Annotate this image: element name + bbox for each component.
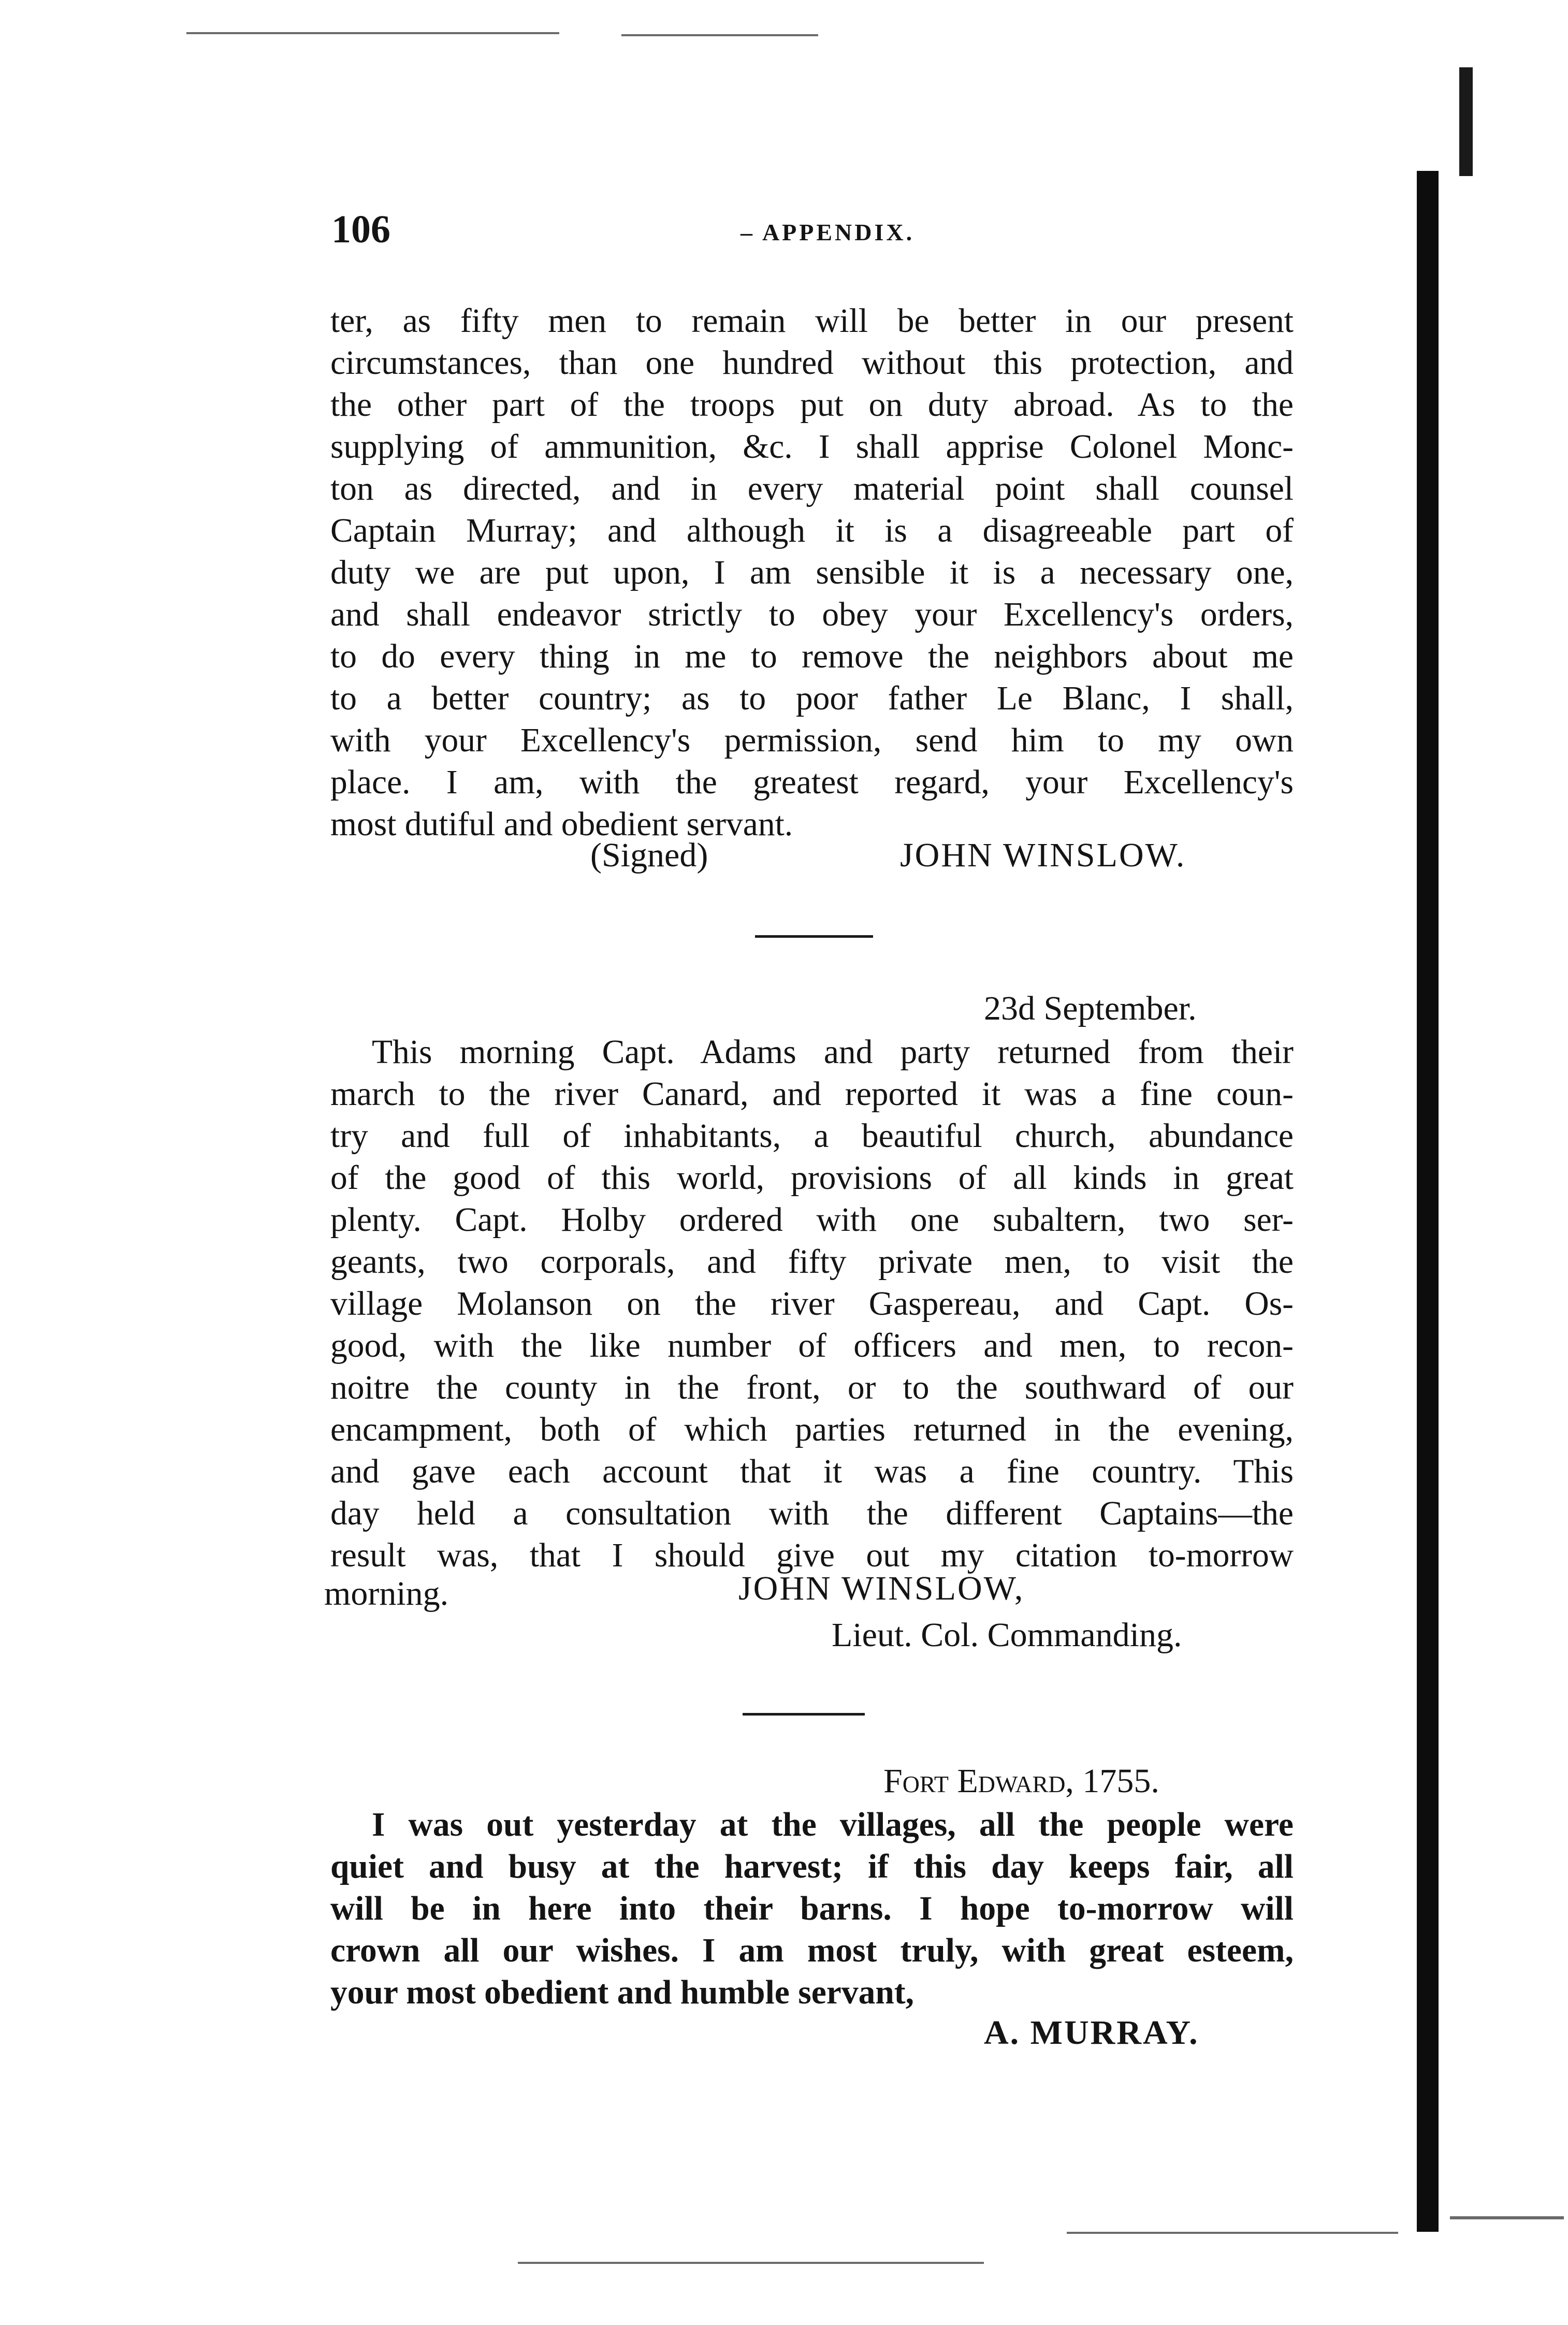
text-line: will be in here into their barns. I hope to-morrow will (330, 1890, 1294, 1927)
text-line: and shall endeavor strictly to obey your Excellency's orders, (330, 596, 1294, 633)
signed-label: (Signed) (590, 836, 708, 874)
text-line: noitre the county in the front, or to the southward of our (330, 1369, 1294, 1406)
text-line: place. I am, with the greatest regard, your Excellency's (330, 764, 1294, 801)
section-divider (755, 935, 873, 938)
text-line: circumstances, than one hundred without this protection, and (330, 344, 1294, 382)
letter-winslow-body (330, 300, 1294, 846)
signature-winslow-2: JOHN WINSLOW, (738, 1570, 1025, 1607)
text-line: duty we are put upon, I am sensible it is a necessary one, (330, 554, 1294, 591)
text-line: try and full of inhabitants, a beautiful church, abundance (330, 1117, 1294, 1155)
text-line: Captain Murray; and although it is a disagreeable part of (330, 512, 1294, 549)
text-line: with your Excellency's permission, send him to my own (330, 722, 1294, 759)
text-line: supplying of ammunition, &c. I shall apprise Colonel Monc- (330, 428, 1294, 466)
section-divider-2 (743, 1713, 865, 1716)
text-line: your most obedient and humble servant, (330, 1974, 914, 2011)
text-line: village Molanson on the river Gaspereau, and Capt. Os- (330, 1285, 1294, 1323)
scan-noise-top (186, 32, 559, 34)
text-line: good, with the like number of officers and men, to recon- (330, 1327, 1294, 1364)
text-line: ton as directed, and in every material point shall counsel (330, 470, 1294, 507)
text-line: encampment, both of which parties returned in the evening, (330, 1411, 1294, 1448)
text-line: crown all our wishes. I am most truly, with great esteem, (330, 1932, 1294, 1969)
text-line: and gave each account that it was a fine country. This (330, 1453, 1294, 1490)
text-line: plenty. Capt. Holby ordered with one subaltern, two ser- (330, 1201, 1294, 1239)
scan-noise-bottom-2 (1067, 2232, 1398, 2234)
text-line: day held a consultation with the different Captains—the (330, 1495, 1294, 1532)
text-line: result was, that I should give out my citation to-morrow (330, 1537, 1294, 1574)
scan-noise-bottom-3 (1450, 2216, 1564, 2219)
scan-edge-shadow (1417, 171, 1439, 2232)
text-line: to a better country; as to poor father Le Blanc, I shall, (330, 680, 1294, 717)
signature-title: Lieut. Col. Commanding. (832, 1616, 1182, 1654)
text-line: I was out yesterday at the villages, all the people were (372, 1806, 1294, 1843)
text-line: This morning Capt. Adams and party returned from their (372, 1034, 1294, 1071)
page-header (331, 207, 1284, 259)
entry-date: 23d September. (984, 990, 1197, 1027)
signature-winslow: JOHN WINSLOW. (900, 836, 1186, 874)
letter-place-date: Fort Edward, 1755. (883, 1762, 1159, 1800)
text-line: the other part of the troops put on duty abroad. As to the (330, 386, 1294, 424)
letter-murray-body (330, 1804, 1294, 2014)
journal-entry-body (330, 1031, 1294, 1577)
scan-noise-bottom (518, 2262, 984, 2264)
text-line: most dutiful and obedient servant. (330, 806, 793, 843)
text-line: ter, as fifty men to remain will be better in our present (330, 302, 1294, 340)
text-line: quiet and busy at the harvest; if this day keeps fair, all (330, 1848, 1294, 1885)
text-line-last: morning. (324, 1575, 449, 1612)
text-line: march to the river Canard, and reported it was a fine coun- (330, 1076, 1294, 1113)
scan-edge-shadow-top (1459, 67, 1473, 176)
text-line: geants, two corporals, and fifty private men, to visit the (330, 1243, 1294, 1281)
text-line: of the good of this world, provisions of all kinds in great (330, 1159, 1294, 1197)
running-head: – APPENDIX. (741, 219, 915, 245)
text-line: to do every thing in me to remove the neighbors about me (330, 638, 1294, 675)
page-number: 106 (331, 208, 390, 251)
scan-noise-top-2 (621, 34, 818, 36)
signature-murray: A. MURRAY. (984, 2014, 1199, 2052)
